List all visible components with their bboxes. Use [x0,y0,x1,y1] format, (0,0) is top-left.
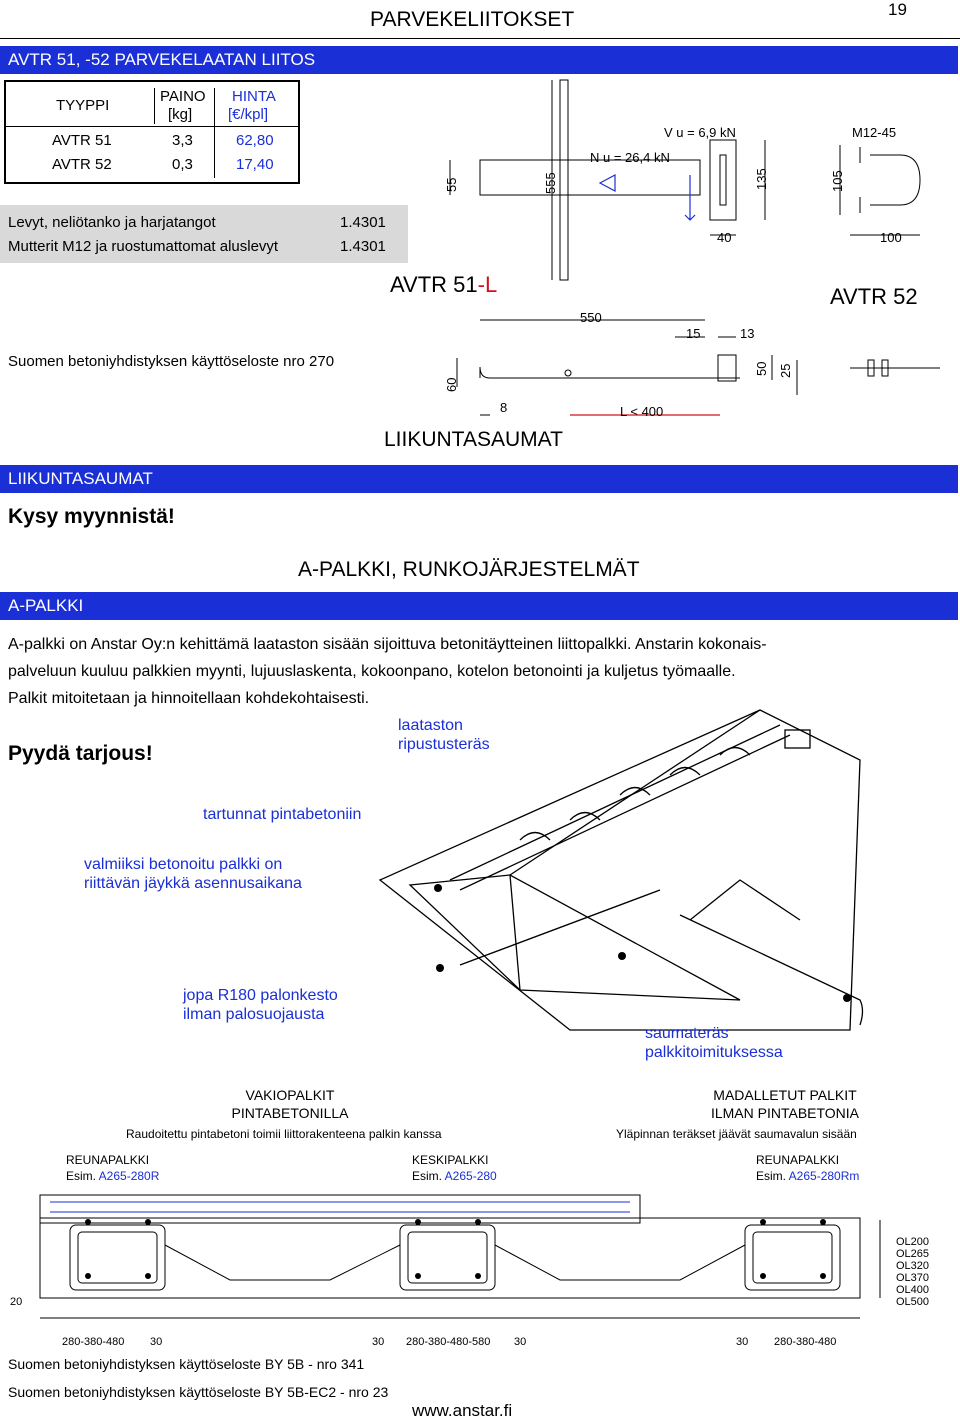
dim-550: 550 [580,310,602,325]
anchor-bar [560,80,568,280]
table-header-price: HINTA [232,88,276,105]
section-label-3: REUNAPALKKI Esim. A265-280Rm [756,1153,860,1183]
liikunta-note: Kysy myynnistä! [8,505,175,528]
table-header-type: TYYPPI [56,97,110,114]
table-header-weight: PAINO [160,88,206,105]
row-type: AVTR 51 [52,132,112,149]
certificate-270: Suomen betoniyhdistyksen käyttöseloste nro 270 [8,353,335,370]
dim-25: 25 [778,363,793,378]
height-list: OL200 OL265 OL320 OL370 OL400 OL500 [896,1236,930,1308]
apalkki-para-1: A-palkki on Anstar Oy:n kehittämä laataston sisään sijoittuva betonitäytteinen liittopalkki. Anstarin kokonais- [8,636,767,653]
avtr51l-title: AVTR 51-L [390,272,498,297]
callout-jopa: jopa R180 palonkesto ilman palosuojausta [183,987,338,1023]
section-label-2: KESKIPALKKI Esim. A265-280 [412,1153,497,1183]
vu-label: V u = 6,9 kN [664,125,736,140]
website-link[interactable]: www.anstar.fi [412,1401,513,1420]
apalkki-para-2: palveluun kuuluu palkkien myynti, lujuuslaskenta, kokoonpano, kotelon betonointi ja kuljetus työmaalle. [8,663,736,680]
table-header-price-unit: [€/kpl] [228,106,269,123]
m12-label: M12-45 [852,125,897,140]
table-row [6,156,298,176]
callout-saumateras: saumateräs palkkitoimituksessa [645,1025,783,1061]
table-row [6,132,298,152]
dim-135: 135 [754,168,769,190]
madalletut-desc: Yläpinnan teräkset jäävät saumavalun sisään [616,1127,857,1141]
section-label-1: REUNAPALKKI Esim. A265-280R [66,1153,160,1183]
dim-105: 105 [830,170,845,192]
avtr52-title: AVTR 52 [830,284,918,309]
bracket [710,140,736,220]
l-label: L < 400 [620,404,664,419]
material-label: Levyt, neliötanko ja harjatangot [8,214,216,231]
beam-illustration [360,700,900,1080]
madalletut-title: MADALLETUT PALKIT ILMAN PINTABETONIA [710,1087,860,1121]
liikunta-section-header: LIIKUNTASAUMAT [0,465,958,493]
vakiopalkit-desc: Raudoitettu pintabetoni toimii liittorakenteena palkin kanssa [126,1127,442,1141]
request-quote: Pyydä tarjous! [8,742,153,765]
bottom-dims: 280-380-480 30 30 280-380-480-580 30 30 280-380-480 [62,1336,837,1348]
apalkki-title: A-PALKKI, RUNKOJÄRJESTELMÄT [298,558,640,581]
row-price: 17,40 [236,156,274,173]
page-title: PARVEKELIITOKSET [370,8,575,31]
dim-15: 15 [686,326,701,341]
callout-laataston: laataston ripustusteräs [398,717,490,753]
dim-20: 20 [10,1296,23,1308]
certificate-23: Suomen betoniyhdistyksen käyttöseloste BY 5B-EC2 - nro 23 [8,1384,389,1400]
avtr-section-header: AVTR 51, -52 PARVEKELAATAN LIITOS [0,46,958,74]
cross-section-drawing [30,1190,890,1340]
row-type: AVTR 52 [52,156,112,173]
material-value: 1.4301 [340,214,386,231]
vakiopalkit-title: VAKIOPALKIT PINTABETONILLA [231,1087,349,1121]
material-value: 1.4301 [340,238,386,255]
callout-valmiiksi: valmiiksi betonoitu palkki on riittävän jäykkä asennusaikana [84,856,302,892]
header-divider [0,38,960,39]
table-header-weight-unit: [kg] [168,106,193,123]
apalkki-para-3: Palkit mitoitetaan ja hinnoitellaan kohdekohtaisesti. [8,690,370,707]
row-weight: 0,3 [172,156,193,173]
nu-label: N u = 26,4 kN [590,150,670,165]
dim-50: 50 [754,361,769,376]
row-weight: 3,3 [172,132,193,149]
dim-60: 60 [444,377,459,392]
material-label: Mutterit M12 ja ruostumattomat aluslevyt [8,238,279,255]
dim-55: 55 [444,177,459,192]
dim-555: 555 [543,172,558,194]
dim-8: 8 [500,400,508,415]
dim-40: 40 [717,230,732,245]
certificate-341: Suomen betoniyhdistyksen käyttöseloste BY 5B - nro 341 [8,1356,365,1372]
row-price: 62,80 [236,132,274,149]
page-number: 19 [888,0,907,19]
dim-13: 13 [740,326,755,341]
dim-100: 100 [880,230,902,245]
apalkki-section-header: A-PALKKI [0,592,958,620]
avtr-price-table [4,80,300,184]
callout-tartunnat: tartunnat pintabetoniin [203,806,362,823]
plate [480,160,700,195]
liikuntasaumat-title: LIIKUNTASAUMAT [384,428,563,451]
materials-box [0,205,408,263]
